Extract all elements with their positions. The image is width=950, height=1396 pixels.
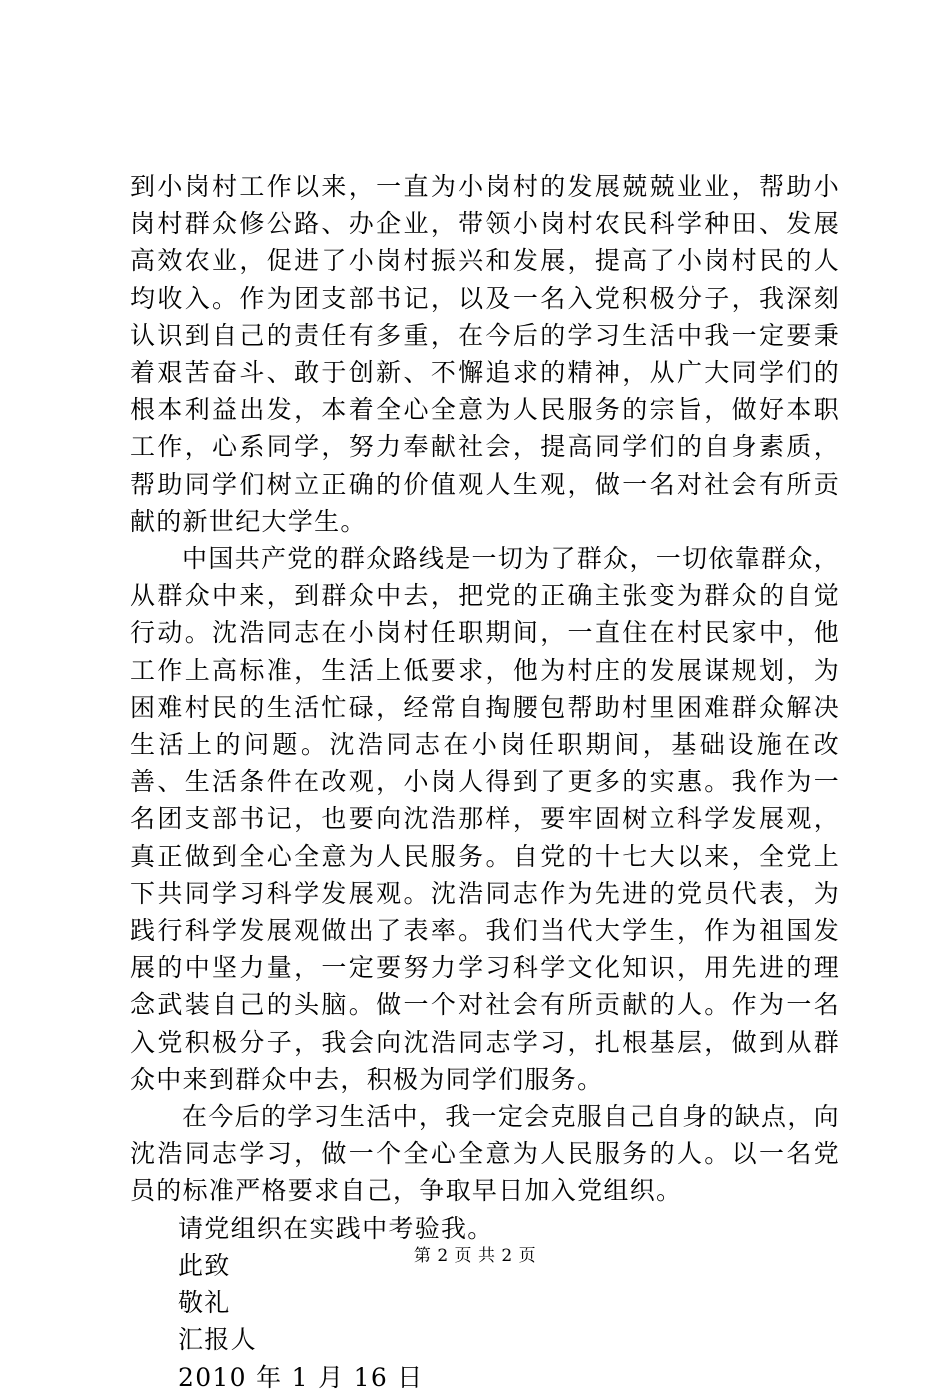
closing-salutation: 此致: [178, 1250, 231, 1280]
closing-request: 请党组织在实践中考验我。: [178, 1213, 494, 1243]
closing-reporter: 汇报人: [178, 1325, 257, 1355]
paragraph-1: 到小岗村工作以来，一直为小岗村的发展兢兢业业，帮助小岗村群众修公路、办企业，带领小岗村农民科学种田、发展高效农业，促进了小岗村振兴和发展，提高了小岗村民的人均收入。作为团支部书记，以及一名入党积极分子，我深刻认识到自己的责任有多重，在今后的学习生活中我一定要秉着艰苦奋斗、敢于创新、不懈追求的精神，从广大同学们的根本利益出发，本着全心全意为人民服务的宗旨，做好本职工作，心系同学，努力奉献社会，提高同学们的自身素质，帮助同学们树立正确的价值观人生观，做一名对社会有所贡献的新世纪大学生。: [130, 172, 840, 536]
report-body: [130, 168, 840, 1396]
closing-regards: 敬礼: [178, 1288, 231, 1318]
page-footer: 第 2 页 共 2 页: [413, 1246, 537, 1266]
paragraph-3: 在今后的学习生活中，我一定会克服自己自身的缺点，向沈浩同志学习，做一个全心全意为人民服务的人。以一名党员的标准严格要求自己，争取早日加入党组织。: [130, 1102, 840, 1206]
paragraph-2: 中国共产党的群众路线是一切为了群众，一切依靠群众，从群众中来，到群众中去，把党的正确主张变为群众的自觉行动。沈浩同志在小岗村任职期间，一直住在村民家中，他工作上高标准，生活上低要求，他为村庄的发展谋规划，为困难村民的生活忙碌，经常自掏腰包帮助村里困难群众解决生活上的问题。沈浩同志在小岗任职期间，基础设施在改善、生活条件在改观，小岗人得到了更多的实惠。我作为一名团支部书记，也要向沈浩那样，要牢固树立科学发展观，真正做到全心全意为人民服务。自党的十七大以来，全党上下共同学习科学发展观。沈浩同志作为先进的党员代表，为践行科学发展观做出了表率。我们当代大学生，作为祖国发展的中坚力量，一定要努力学习科学文化知识，用先进的理念武装自己的头脑。做一个对社会有所贡献的人。作为一名入党积极分子，我会向沈浩同志学习，扎根基层，做到从群众中来到群众中去，积极为同学们服务。: [130, 544, 840, 1094]
closing-date: 2010 年 1 月 16 日: [178, 1362, 424, 1392]
